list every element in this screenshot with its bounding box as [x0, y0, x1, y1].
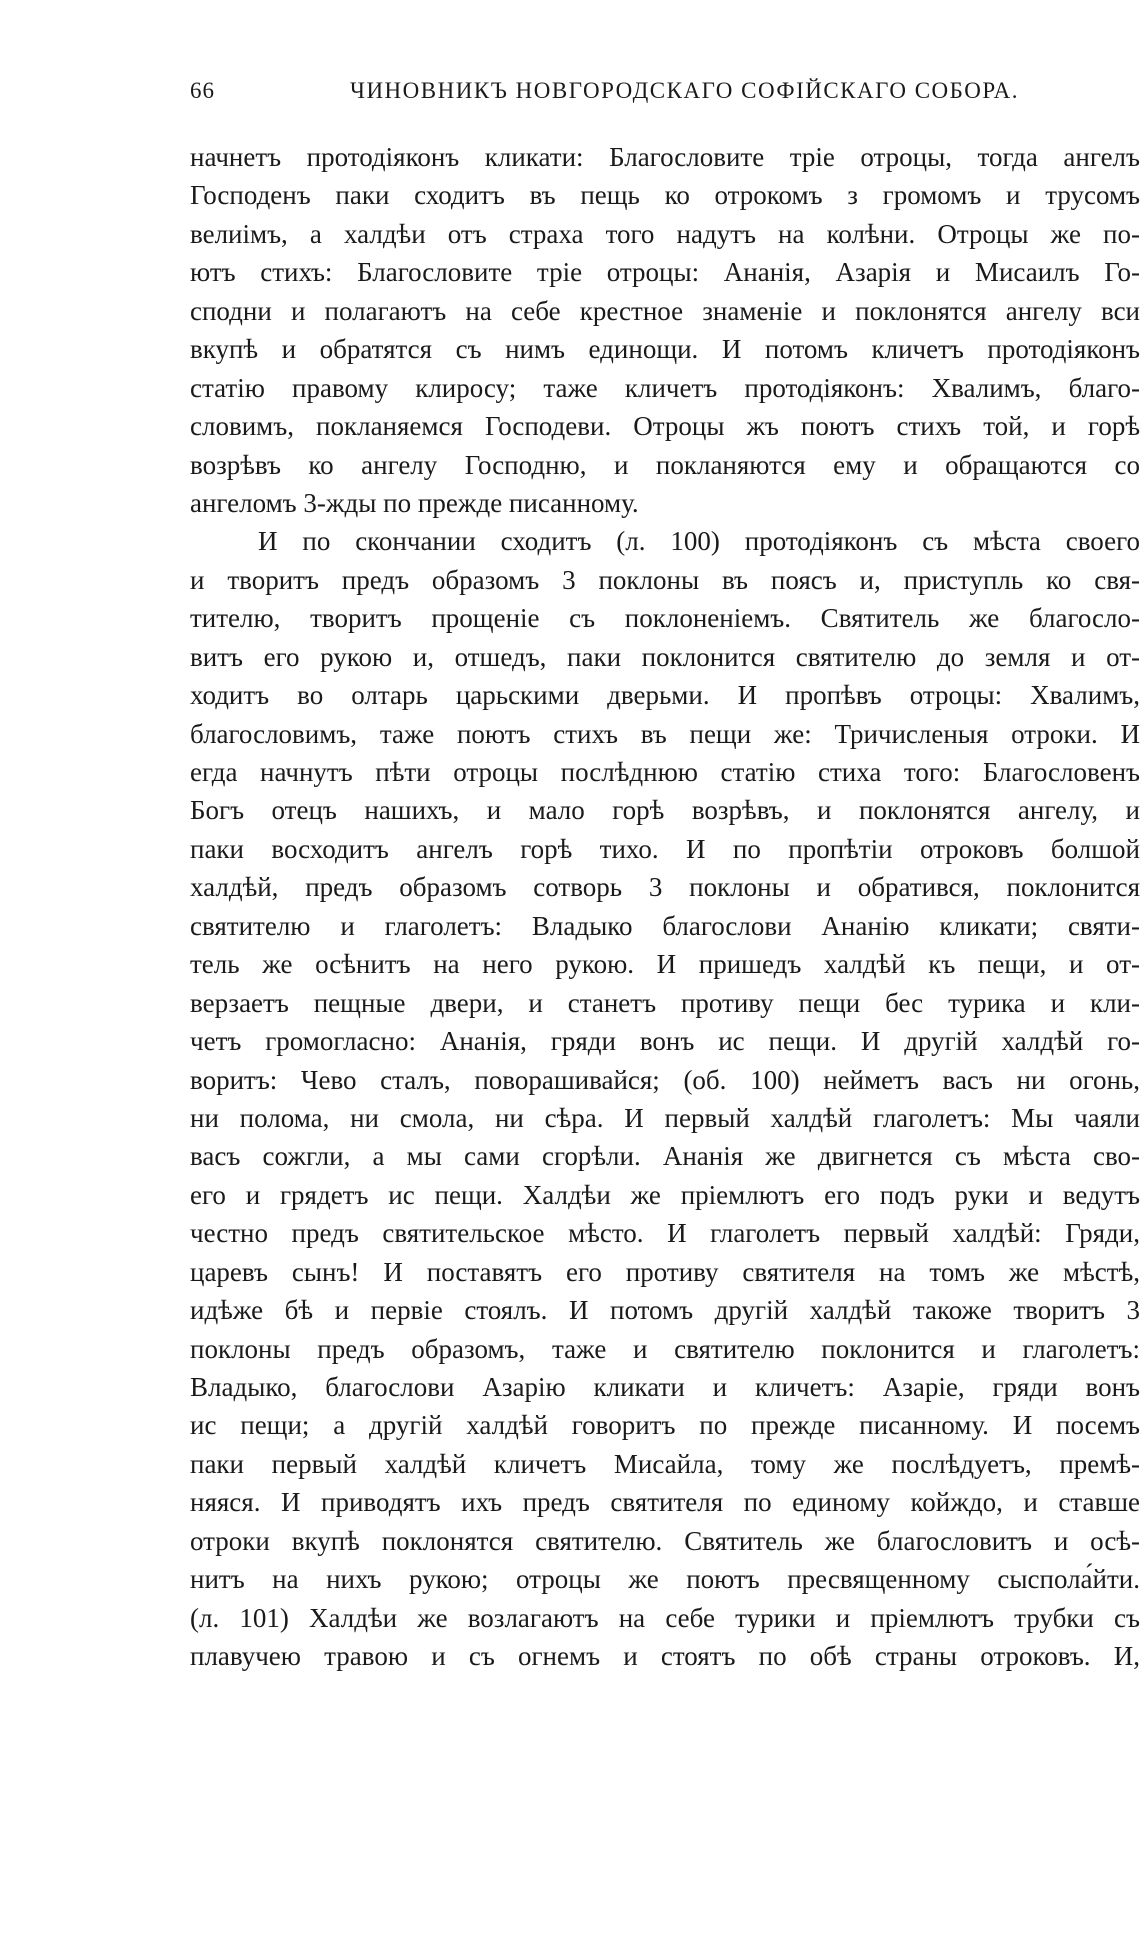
text-line: поклоны предъ образомъ, таже и святителю поклонится и глаголетъ:: [190, 1333, 1140, 1364]
paragraph-2: [190, 522, 1140, 1675]
text-line: его и грядетъ ис пещи. Халдѣи же пріемлютъ его подъ руки и ведутъ: [190, 1179, 1140, 1210]
text-line: паки восходитъ ангелъ горѣ тихо. И по пропѣтіи отроковъ болшой: [190, 833, 1140, 864]
text-line: тителю, творитъ прощеніе съ поклоненіемъ. Святитель же благосло-: [190, 603, 1140, 634]
text-line: благословимъ, таже поютъ стихъ въ пещи же: Тричисленыя отроки. И: [190, 718, 1140, 749]
text-line: ангеломъ 3-жды по прежде писанному.: [190, 487, 639, 518]
text-line: словимъ, покланяемся Господеви. Отроцы жъ поютъ стихъ той, и горѣ: [190, 411, 1140, 442]
text-line: вкупѣ и обратятся съ нимъ единощи. И потомъ кличетъ протодіяконъ: [190, 334, 1140, 365]
running-title: ЧИНОВНИКЪ НОВГОРОДСКАГО СОФІЙСКАГО СОБОРА.: [350, 78, 1020, 103]
text-line: ютъ стихъ: Благословите тріе отроцы: Ананія, Азарія и Мисаилъ Го-: [190, 257, 1140, 288]
text-line: ис пещи; а другій халдѣй говоритъ по прежде писанному. И посемъ: [190, 1410, 1140, 1441]
text-line: статію правому клиросу; таже кличетъ протодіяконъ: Хвалимъ, благо-: [190, 372, 1140, 403]
text-line: сподни и полагаютъ на себе крестное знаменіе и поклонятся ангелу вси: [190, 295, 1140, 326]
text-line: царевъ сынъ! И поставятъ его противу святителя на томъ же мѣстѣ,: [190, 1256, 1140, 1287]
text-line: Господенъ паки сходитъ въ пещь ко отрокомъ з громомъ и трусомъ: [190, 180, 1140, 211]
page-number: 66: [190, 78, 215, 103]
text-line: четъ громогласно: Ананія, гряди вонъ ис пещи. И другій халдѣй го-: [190, 1026, 1140, 1057]
text-line: (л. 101) Халдѣи же возлагаютъ на себе турики и пріемлютъ трубки съ: [190, 1602, 1140, 1633]
text-line: идѣже бѣ и первіе стоялъ. И потомъ другій халдѣй такоже творитъ 3: [190, 1295, 1140, 1326]
paragraph-1: [190, 138, 1140, 522]
text-line: отроки вкупѣ поклонятся святителю. Святитель же благословитъ и осѣ-: [190, 1525, 1140, 1556]
text-line: егда начнутъ пѣти отроцы послѣднюю статію стиха того: Благословенъ: [190, 757, 1140, 787]
text-line: тель же осѣнитъ на него рукою. И пришедъ халдѣй къ пещи, и от-: [190, 949, 1140, 980]
text-line: святителю и глаголетъ: Владыко благослови Ананію кликати; святи-: [190, 910, 1140, 941]
text-line: нитъ на нихъ рукою; отроцы же поютъ пресвященному сыспола́йти.: [190, 1564, 1140, 1595]
text-line: плавучею травою и съ огнемъ и стоятъ по обѣ страны отроковъ. И,: [190, 1641, 1140, 1672]
text-line: няяся. И приводятъ ихъ предъ святителя по единому койждо, и ставше: [190, 1487, 1140, 1518]
text-line: ни полома, ни смола, ни сѣра. И первый халдѣй глаголетъ: Мы чаяли: [190, 1102, 1140, 1133]
text-line: возрѣвъ ко ангелу Господню, и покланяются ему и обращаются со: [190, 449, 1140, 480]
body-text: [190, 138, 1140, 1676]
text-line: васъ сожгли, а мы сами сгорѣли. Ананія же двигнется съ мѣста сво-: [190, 1141, 1140, 1172]
page-header: [190, 78, 1140, 118]
text-line: воритъ: Чево сталъ, поворашивайся; (об. 100) нейметъ васъ ни огонь,: [190, 1064, 1140, 1095]
text-line: Владыко, благослови Азарію кликати и кличетъ: Азаріе, гряди вонъ: [190, 1372, 1140, 1402]
text-line: начнетъ протодіяконъ кликати: Благословите тріе отроцы, тогда ангелъ: [190, 142, 1140, 172]
text-line: и творитъ предъ образомъ 3 поклоны въ поясъ и, приступль ко свя-: [190, 564, 1140, 595]
text-line: верзаетъ пещные двери, и станетъ противу пещи бес турика и кли-: [190, 987, 1140, 1018]
text-line: Богъ отецъ нашихъ, и мало горѣ возрѣвъ, и поклонятся ангелу, и: [190, 795, 1140, 826]
text-line: паки первый халдѣй кличетъ Мисайла, тому же послѣдуетъ, премѣ-: [190, 1448, 1140, 1479]
text-line: И по скончании сходитъ (л. 100) протодіяконъ съ мѣста своего: [258, 526, 1140, 557]
text-line: велиімъ, а халдѣи отъ страха того надутъ на колѣни. Отроцы же по-: [190, 218, 1140, 249]
text-line: халдѣй, предъ образомъ сотворь 3 поклоны и обратився, поклонится: [190, 872, 1140, 903]
text-line: ходитъ во олтарь царьскими дверьми. И пропѣвъ отроцы: Хвалимъ,: [190, 680, 1140, 711]
text-line: витъ его рукою и, отшедъ, паки поклонится святителю до земля и от-: [190, 641, 1140, 672]
text-line: честно предъ святительское мѣсто. И глаголетъ первый халдѣй: Гряди,: [190, 1218, 1140, 1249]
